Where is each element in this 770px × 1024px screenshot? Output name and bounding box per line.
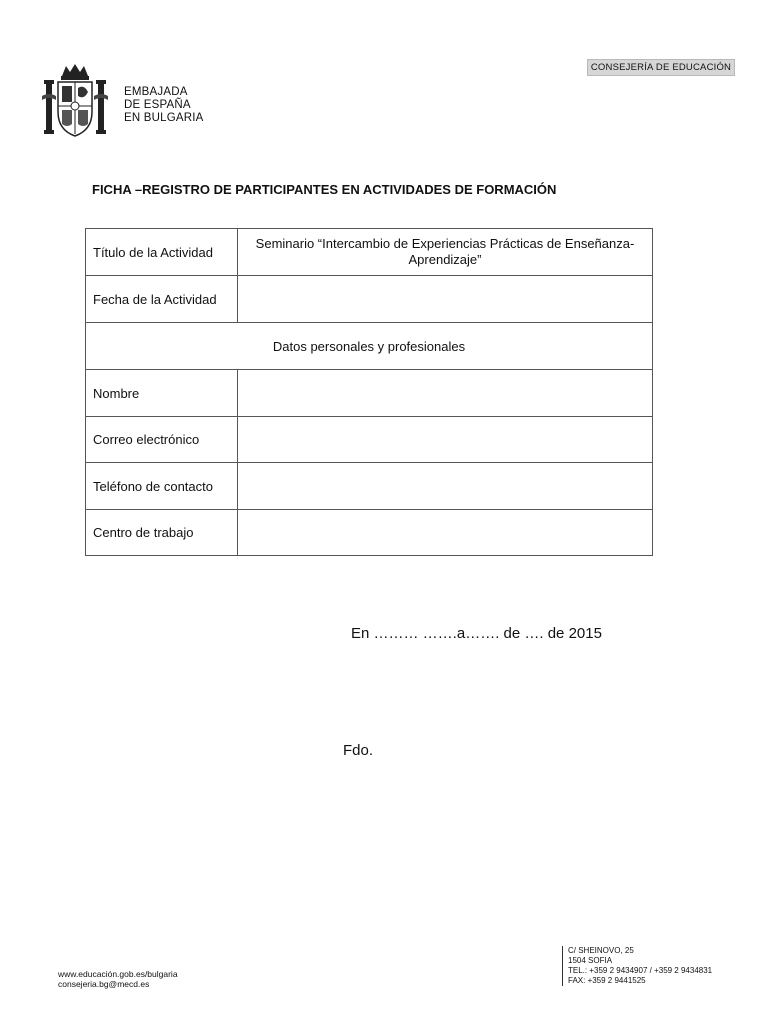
address-line: 1504 SOFIA <box>568 956 613 965</box>
spanish-coat-of-arms-icon <box>42 62 108 140</box>
phone-label: Teléfono de contacto <box>86 463 238 509</box>
email-row <box>86 417 652 463</box>
name-row <box>86 370 652 417</box>
address-line: C/ SHEINOVO, 25 <box>568 946 634 955</box>
name-field[interactable] <box>238 370 652 416</box>
activity-title-row <box>86 229 652 276</box>
signature-label: Fdo. <box>343 742 374 759</box>
registration-form-table <box>85 228 653 556</box>
footer-address <box>562 946 712 986</box>
workplace-row <box>86 510 652 555</box>
embassy-line: EMBAJADA <box>124 86 188 98</box>
embassy-line: EN BULGARIA <box>124 112 204 124</box>
footer-email-link[interactable]: consejeria.bg@mecd.es <box>58 979 150 989</box>
document-title: FICHA –REGISTRO DE PARTICIPANTES EN ACTIVIDADES DE FORMACIÓN <box>92 182 557 197</box>
activity-date-field[interactable] <box>238 276 652 322</box>
name-label: Nombre <box>86 370 238 416</box>
section-heading-row <box>86 323 652 370</box>
activity-title-label: Título de la Actividad <box>86 229 238 275</box>
workplace-field[interactable] <box>238 510 652 555</box>
phone-row <box>86 463 652 510</box>
workplace-label: Centro de trabajo <box>86 510 238 555</box>
footer-contact <box>58 969 178 989</box>
address-line: TEL.: +359 2 9434907 / +359 2 9434831 <box>568 966 713 975</box>
department-badge: CONSEJERÍA DE EDUCACIÓN <box>587 59 735 76</box>
activity-title-value[interactable]: Seminario “Intercambio de Experiencias Prácticas de Enseñanza-Aprendizaje” <box>255 236 635 267</box>
activity-date-row <box>86 276 652 323</box>
place-date-line: En ……… …….a……. de …. de 2015 <box>351 625 602 642</box>
footer-website-link[interactable]: www.educación.gob.es/bulgaria <box>58 969 178 979</box>
embassy-line: DE ESPAÑA <box>124 99 191 111</box>
section-heading: Datos personales y profesionales <box>272 338 466 354</box>
phone-field[interactable] <box>238 463 652 509</box>
address-line: FAX: +359 2 9441525 <box>568 976 646 985</box>
email-field[interactable] <box>238 417 652 462</box>
activity-date-label: Fecha de la Actividad <box>86 276 238 322</box>
email-label: Correo electrónico <box>86 417 238 462</box>
embassy-name <box>124 86 204 125</box>
